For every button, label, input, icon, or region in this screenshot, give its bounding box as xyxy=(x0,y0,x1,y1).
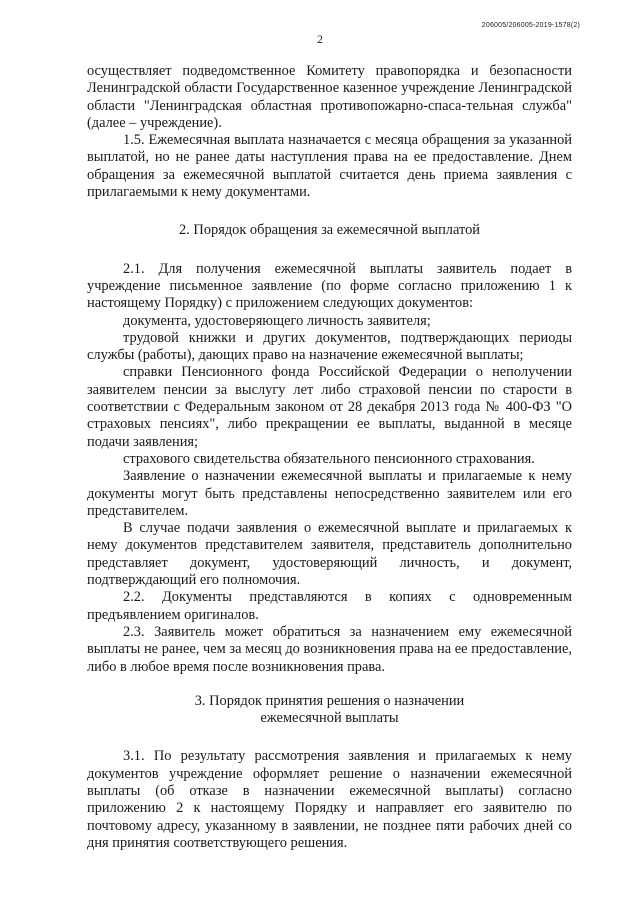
document-id: 206005/206005-2019-1578(2) xyxy=(481,22,580,29)
paragraph-continuation: осуществляет подведомственное Комитету правопорядка и безопасности Ленинградской области Государственное казенное учреждение Ленинградской области "Ленинградская областная противопожарно-спаса-тельная служба" (далее – учреждение). xyxy=(87,63,572,131)
paragraph-representative: В случае подачи заявления о ежемесячной выплате и прилагаемых к нему документов представителем заявителя, представитель дополнительно представляет документ, удостоверяющий личность, и документ, подтверждающий его полномочия. xyxy=(87,520,572,589)
list-item-identity-document: документа, удостоверяющего личность заявителя; xyxy=(123,312,431,329)
paragraph-2-1: 2.1. Для получения ежемесячной выплаты заявитель подает в учреждение письменное заявление (по форме согласно приложению 1 к настоящему Порядку) с приложением следующих документов: xyxy=(87,260,572,312)
section-3-title-line-1: 3. Порядок принятия решения о назначении xyxy=(194,692,465,709)
section-3-title-line-2: ежемесячной выплаты xyxy=(260,710,399,727)
paragraph-3-1: 3.1. По результату рассмотрения заявления и прилагаемых к нему документов учреждение оформляет решение о назначении ежемесячной выплаты (об отказе в назначении ежемесячной выплаты) согласно приложению 2 к настоящему Порядку и направляет его заявителю по почтовому адресу, указанному в заявлении, не позднее пяти рабочих дней со дня принятия соответствующего решения. xyxy=(87,748,572,851)
list-item-insurance-certificate: страхового свидетельства обязательного пенсионного страхования. xyxy=(123,450,535,467)
paragraph-2-3: 2.3. Заявитель может обратиться за назначением ему ежемесячной выплаты не ранее, чем за месяц до возникновения права на ее предоставление, либо в любое время после возникновения права. xyxy=(87,623,572,675)
document-body xyxy=(87,63,572,852)
list-item-pension-certificate: справки Пенсионного фонда Российской Федерации о неполучении заявителем пенсии за выслугу лет либо страховой пенсии по старости в соответствии с Федеральным законом от 28 декабря 2013 года № 400-ФЗ "О страховых пенсиях", либо прекращении ее выплаты, выданной в месяце подачи заявления; xyxy=(87,364,572,450)
paragraph-submission: Заявление о назначении ежемесячной выплаты и прилагаемые к нему документы могут быть представлены непосредственно заявителем или его представителем. xyxy=(87,468,572,519)
page-number: 2 xyxy=(317,32,323,46)
paragraph-2-2: 2.2. Документы представляются в копиях с одновременным предъявлением оригиналов. xyxy=(87,589,572,623)
paragraph-1-5: 1.5. Ежемесячная выплата назначается с месяца обращения за указанной выплатой, но не ранее даты наступления права на ее предоставление. Днем обращения за ежемесячной выплатой считается день приема заявления с прилагаемыми к нему документами. xyxy=(87,132,572,201)
section-2-title: 2. Порядок обращения за ежемесячной выплатой xyxy=(179,222,480,239)
list-item-workbook: трудовой книжки и других документов, подтверждающих периоды службы (работы), дающих право на назначение ежемесячной выплаты; xyxy=(87,329,572,364)
